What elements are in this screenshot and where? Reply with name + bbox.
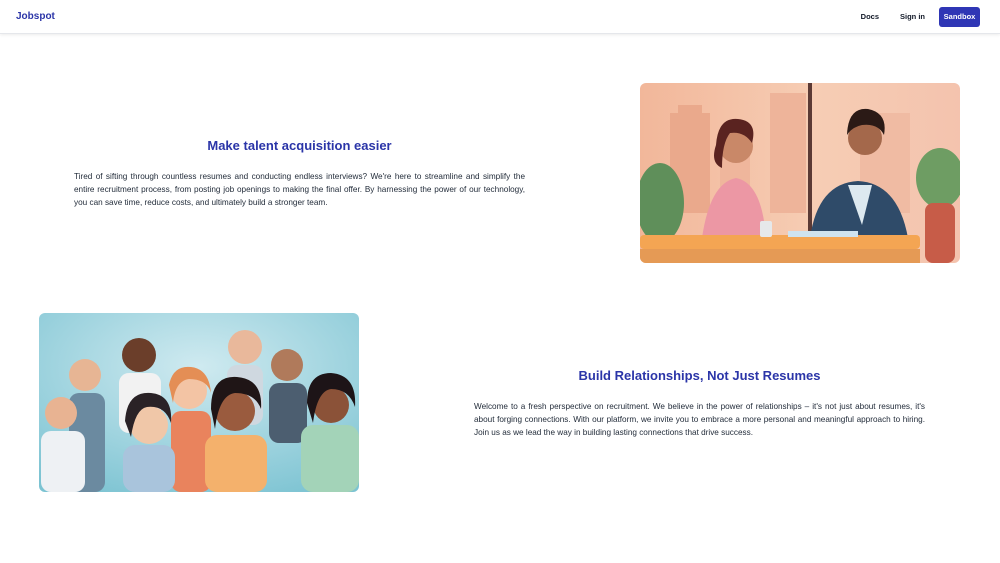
- sandbox-button[interactable]: Sandbox: [939, 7, 980, 27]
- nav-docs-link[interactable]: Docs: [860, 12, 879, 21]
- nav-links: [861, 7, 980, 27]
- section-2-title: Build Relationships, Not Just Resumes: [578, 368, 821, 383]
- nav-sign-in-link[interactable]: Sign in: [900, 12, 925, 21]
- brand-logo[interactable]: Jobspot: [16, 11, 55, 22]
- section-1-body: Tired of sifting through countless resumes and conducting endless interviews? We're here to streamline and simplify the entire recruitment process, from posting job openings to making the final offer. By harnessing the power of our technology, you can save time, reduce costs, and ultimately build a stronger team.: [74, 172, 525, 207]
- section-1-title: Make talent acquisition easier: [207, 138, 392, 153]
- team-illustration: [39, 313, 359, 492]
- meeting-illustration: [640, 83, 960, 263]
- section-2-body: Welcome to a fresh perspective on recruitment. We believe in the power of relationships – it's not just about resumes, it's about forging connections. With our platform, we invite you to embrace a more personal and meaningful approach to hiring. Join us as we lead the way in building lasting connections that drive success.: [474, 402, 925, 437]
- top-navbar: [0, 0, 1000, 34]
